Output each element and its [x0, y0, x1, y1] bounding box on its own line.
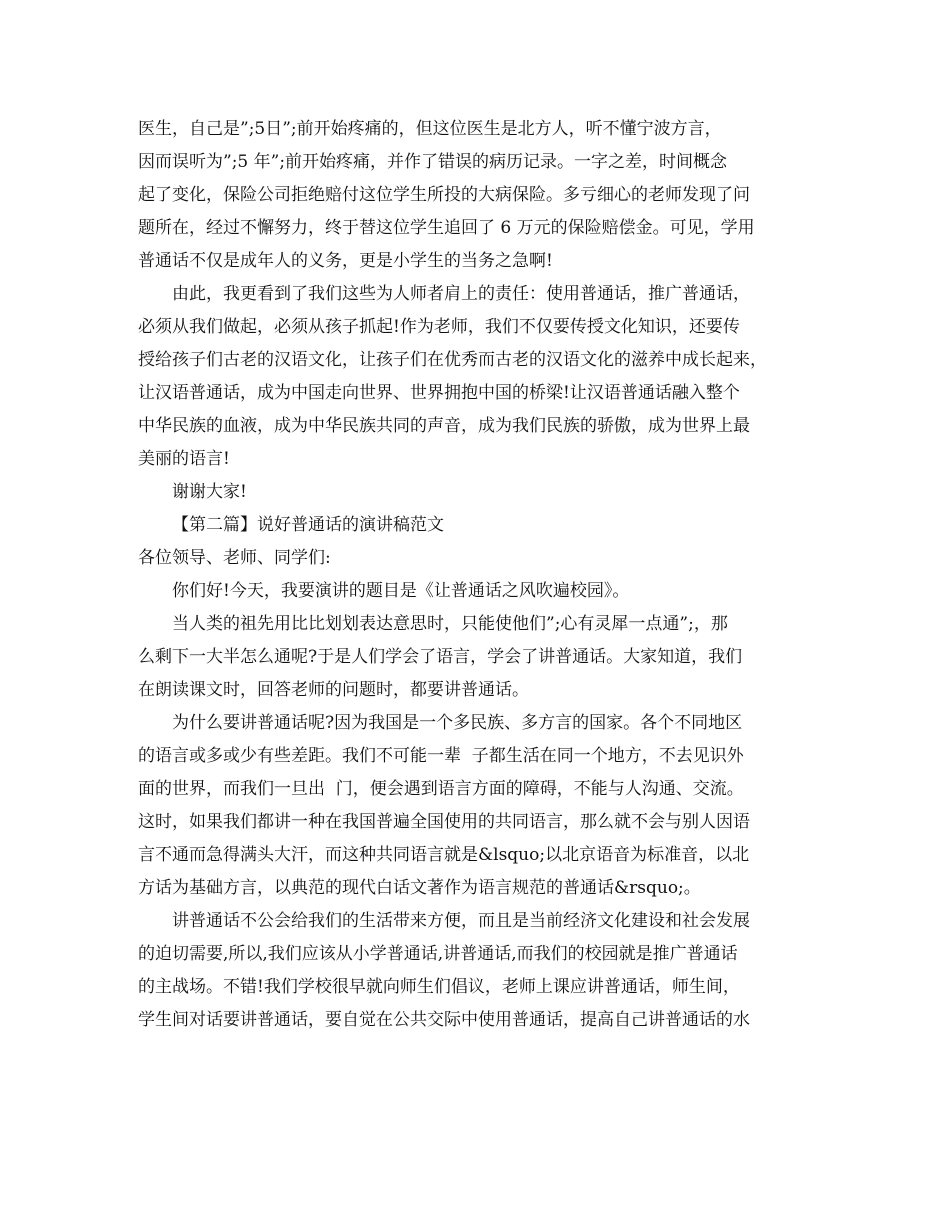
text-line: 【第二篇】说好普通话的演讲稿范文 [172, 515, 444, 535]
text-line: 讲普通话不公会给我们的生活带来方便，而且是当前经济文化建设和社会发展 [172, 911, 750, 931]
text-line: 你们好!今天，我要演讲的题目是《让普通话之风吹遍校园》。 [172, 581, 630, 601]
text-line: 谢谢大家! [172, 482, 247, 502]
text-line: 方话为基础方言，以典范的现代白话文著作为语言规范的普通话&rsquo;。 [138, 878, 701, 898]
document-body [138, 113, 828, 1037]
text-line: 在朗读课文时，回答老师的问题时，都要讲普通话。 [138, 680, 529, 700]
text-line: 普通话不仅是成年人的义务，更是小学生的当务之急啊! [138, 251, 553, 271]
text-line: 让汉语普通话，成为中国走向世界、世界拥抱中国的桥梁!让汉语普通话融入整个 [138, 383, 740, 403]
text-line: 的主战场。不错!我们学校很早就向师生们倡议，老师上课应讲普通话，师生间， [138, 977, 740, 997]
text-line: 必须从我们做起，必须从孩子抓起!作为老师，我们不仅要传授文化知识，还要传 [138, 317, 740, 337]
text-line: 的语言或多或少有些差距。我们不可能一辈 子都生活在同一个地方，不去见识外 [138, 746, 744, 766]
text-line: 学生间对话要讲普通话，要自觉在公共交际中使用普通话，提高自己讲普通话的水 [138, 1010, 750, 1030]
text-line: 中华民族的血液，成为中华民族共同的声音，成为我们民族的骄傲，成为世界上最 [138, 416, 750, 436]
text-line: 题所在，经过不懈努力，终于替这位学生追回了 6 万元的保险赔偿金。可见，学用 [138, 218, 755, 238]
text-line: 各位领导、老师、同学们: [138, 548, 331, 568]
text-line: 由此，我更看到了我们这些为人师者肩上的责任：使用普通话，推广普通话， [172, 284, 750, 304]
text-line: 面的世界，而我们一旦出 门，便会遇到语言方面的障碍，不能与人沟通、交流。 [138, 779, 744, 799]
text-line: 的迫切需要,所以,我们应该从小学普通话,讲普通话,而我们的校园就是推广普通话 [138, 944, 738, 964]
text-line: 当人类的祖先用比比划划表达意思时，只能使他们”;心有灵犀一点通”;，那 [172, 614, 728, 634]
text-line: 么剩下一大半怎么通呢?于是人们学会了语言，学会了讲普通话。大家知道，我们 [138, 647, 743, 667]
text-line: 为什么要讲普通话呢?因为我国是一个多民族、多方言的国家。各个不同地区 [172, 713, 743, 733]
text-line: 起了变化，保险公司拒绝赔付这位学生所投的大病保险。多亏细心的老师发现了问 [138, 185, 750, 205]
text-line: 言不通而急得满头大汗，而这种共同语言就是&lsquo;以北京语音为标准音，以北 [138, 845, 750, 865]
text-line: 医生，自己是”;5日”;前开始疼痛的，但这位医生是北方人，听不懂宁波方言， [138, 119, 722, 139]
text-line: 美丽的语言! [138, 449, 230, 469]
text-line: 因而误听为”;5 年”;前开始疼痛，并作了错误的病历记录。一字之差，时间概念 [138, 152, 728, 172]
text-line: 这时，如果我们都讲一种在我国普遍全国使用的共同语言，那么就不会与别人因语 [138, 812, 750, 832]
text-line: 授给孩子们古老的汉语文化，让孩子们在优秀而古老的汉语文化的滋养中成长起来， [138, 350, 767, 370]
